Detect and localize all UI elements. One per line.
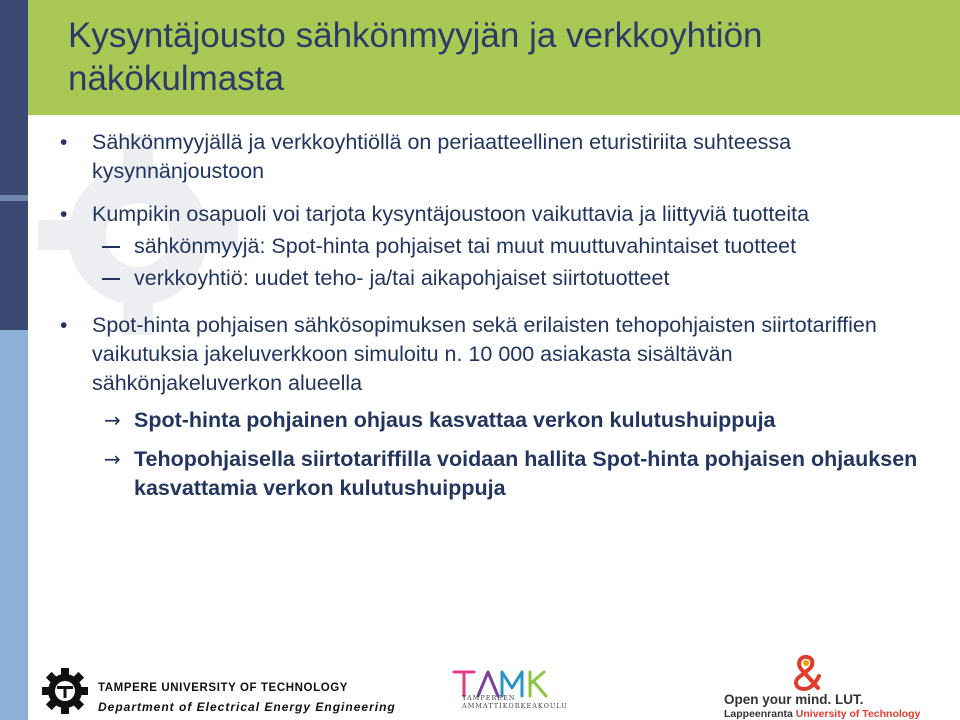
slide-title: Kysyntäjousto sähkönmyyjän ja verkkoyhtiön näkökulmasta	[68, 16, 763, 98]
bullet-marker: •	[60, 314, 68, 337]
tut-department: Department of Electrical Energy Engineering	[98, 700, 396, 714]
slide-content	[58, 128, 928, 503]
dash-marker	[102, 278, 120, 280]
tut-name: TAMPERE UNIVERSITY OF TECHNOLOGY	[98, 682, 349, 694]
left-bar-dark	[0, 0, 28, 330]
bullet-text: Sähkönmyyjällä ja verkkoyhtiöllä on periaatteellinen eturistiriita suhteessa kysynnänjoustoon	[92, 130, 792, 183]
sub-item-text: sähkönmyyjä: Spot-hinta pohjaiset tai muut muuttuvahintaiset tuotteet	[134, 234, 797, 258]
bullet-text: Kumpikin osapuoli voi tarjota kysyntäjoustoon vaikuttavia ja liittyviä tuotteita	[92, 202, 810, 226]
title-band	[28, 0, 960, 115]
bullet-item-2	[58, 200, 928, 229]
gear-icon	[40, 666, 90, 716]
left-bar-divider	[0, 195, 28, 201]
conclusion-text: Tehopohjaisella siirtotariffilla voidaan hallita Spot-hinta pohjaisen ohjauksen kasvattamia verkon kulutushuippuja	[134, 447, 918, 500]
bullet-text: Spot-hinta pohjaisen sähkösopimuksen sekä erilaisten tehopohjaisten siirtotariffien vaikutuksia jakeluverkkoon simuloitu n. 10 000 asiakasta sisältävän sähkönjakeluverkon alueella	[92, 313, 877, 395]
bullet-item-1	[58, 128, 928, 186]
tamk-name: TAMPEREEN AMMATTIKORKEAKOULU	[462, 694, 568, 710]
conclusion-item-2	[58, 445, 928, 503]
ampersand-icon	[790, 652, 830, 692]
arrow-icon: →	[104, 408, 121, 432]
arrow-icon: →	[104, 447, 121, 471]
left-accent-bar	[0, 0, 28, 720]
bullet-marker: •	[60, 131, 68, 154]
bullet-marker: •	[60, 203, 68, 226]
bullet-item-3	[58, 311, 928, 398]
conclusion-item-1	[58, 406, 928, 435]
lut-slogan: Open your mind. LUT.	[724, 692, 864, 707]
sub-item-text: verkkoyhtiö: uudet teho- ja/tai aikapohjaiset siirtotuotteet	[134, 266, 670, 290]
lut-university-name: University of Technology	[795, 708, 921, 720]
footer-logos	[0, 648, 960, 720]
conclusion-text: Spot-hinta pohjainen ohjaus kasvattaa verkon kulutushuippuja	[134, 408, 776, 432]
lut-university	[724, 708, 920, 720]
sub-item-1	[58, 232, 928, 261]
sub-item-2	[58, 264, 928, 293]
dash-marker	[102, 246, 120, 248]
lut-city: Lappeenranta	[724, 708, 793, 720]
